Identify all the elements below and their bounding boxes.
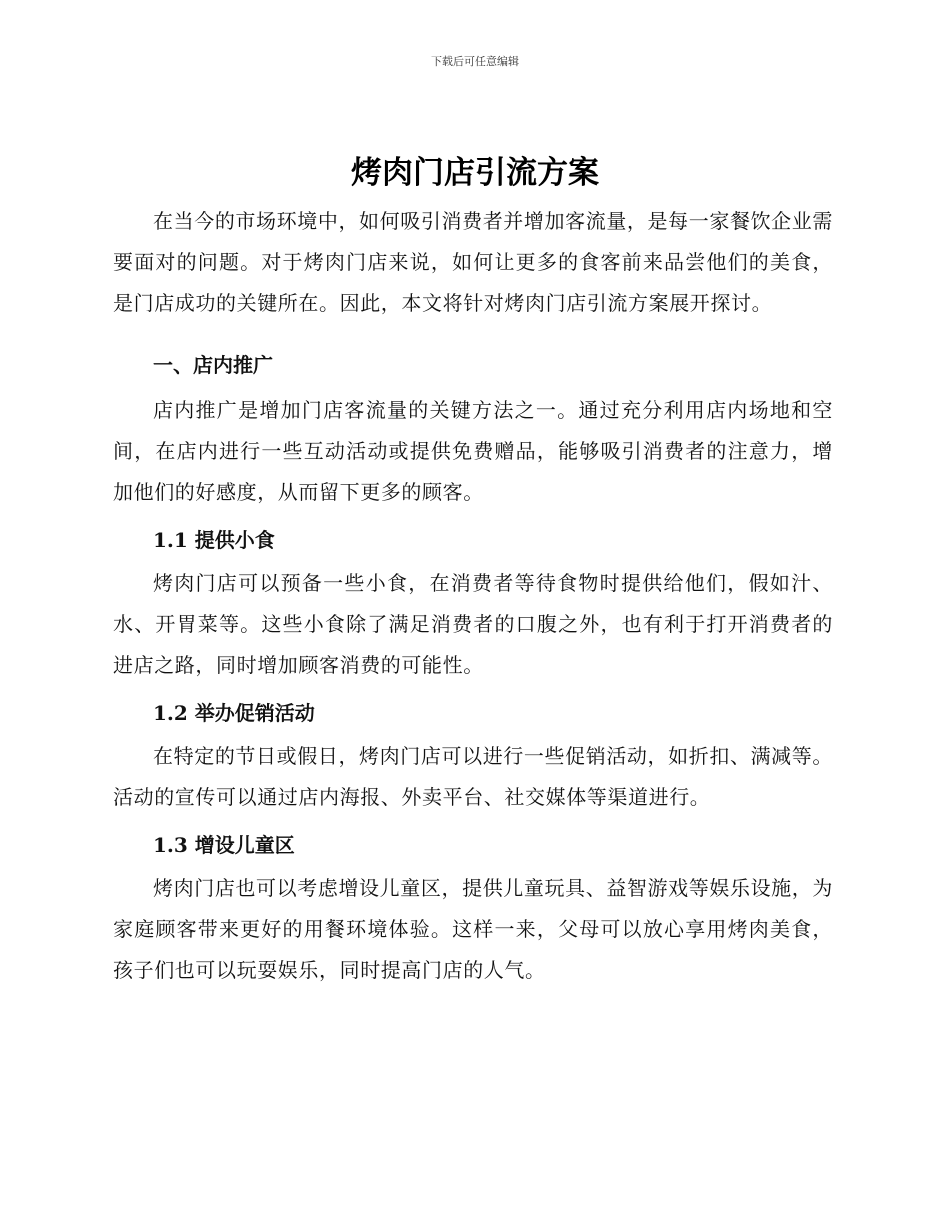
subsection-heading-promotions: 1.2 举办促销活动 [153, 701, 315, 725]
subsection-heading-kids-area: 1.3 增设儿童区 [153, 833, 295, 857]
section-paragraph-store-promotion: 店内推广是增加门店客流量的关键方法之一。通过充分利用店内场地和空间，在店内进行一些互动活动或提供免费赠品，能够吸引消费者的注意力，增加他们的好感度，从而留下更多的顾客。 [113, 398, 833, 504]
document-title: 烤肉门店引流方案 [351, 155, 599, 191]
subsection-heading-snacks: 1.1 提供小食 [153, 528, 275, 552]
subsection-paragraph-snacks: 烤肉门店可以预备一些小食，在消费者等待食物时提供给他们，假如汁、水、开胃菜等。这些小食除了满足消费者的口腹之外，也有利于打开消费者的进店之路，同时增加顾客消费的可能性。 [113, 571, 833, 677]
document-body [113, 199, 833, 991]
section-heading-store-promotion: 一、店内推广 [153, 353, 273, 377]
page-header: 下载后可任意编辑 [431, 55, 519, 68]
intro-paragraph: 在当今的市场环境中，如何吸引消费者并增加客流量，是每一家餐饮企业需要面对的问题。对于烤肉门店来说，如何让更多的食客前来品尝他们的美食，是门店成功的关键所在。因此，本文将针对烤肉门店引流方案展开探讨。 [113, 209, 833, 315]
subsection-paragraph-kids-area: 烤肉门店也可以考虑增设儿童区，提供儿童玩具、益智游戏等娱乐设施，为家庭顾客带来更好的用餐环境体验。这样一来，父母可以放心享用烤肉美食，孩子们也可以玩耍娱乐，同时提高门店的人气。 [113, 876, 833, 982]
subsection-paragraph-promotions: 在特定的节日或假日，烤肉门店可以进行一些促销活动，如折扣、满减等。活动的宣传可以通过店内海报、外卖平台、社交媒体等渠道进行。 [113, 744, 833, 809]
